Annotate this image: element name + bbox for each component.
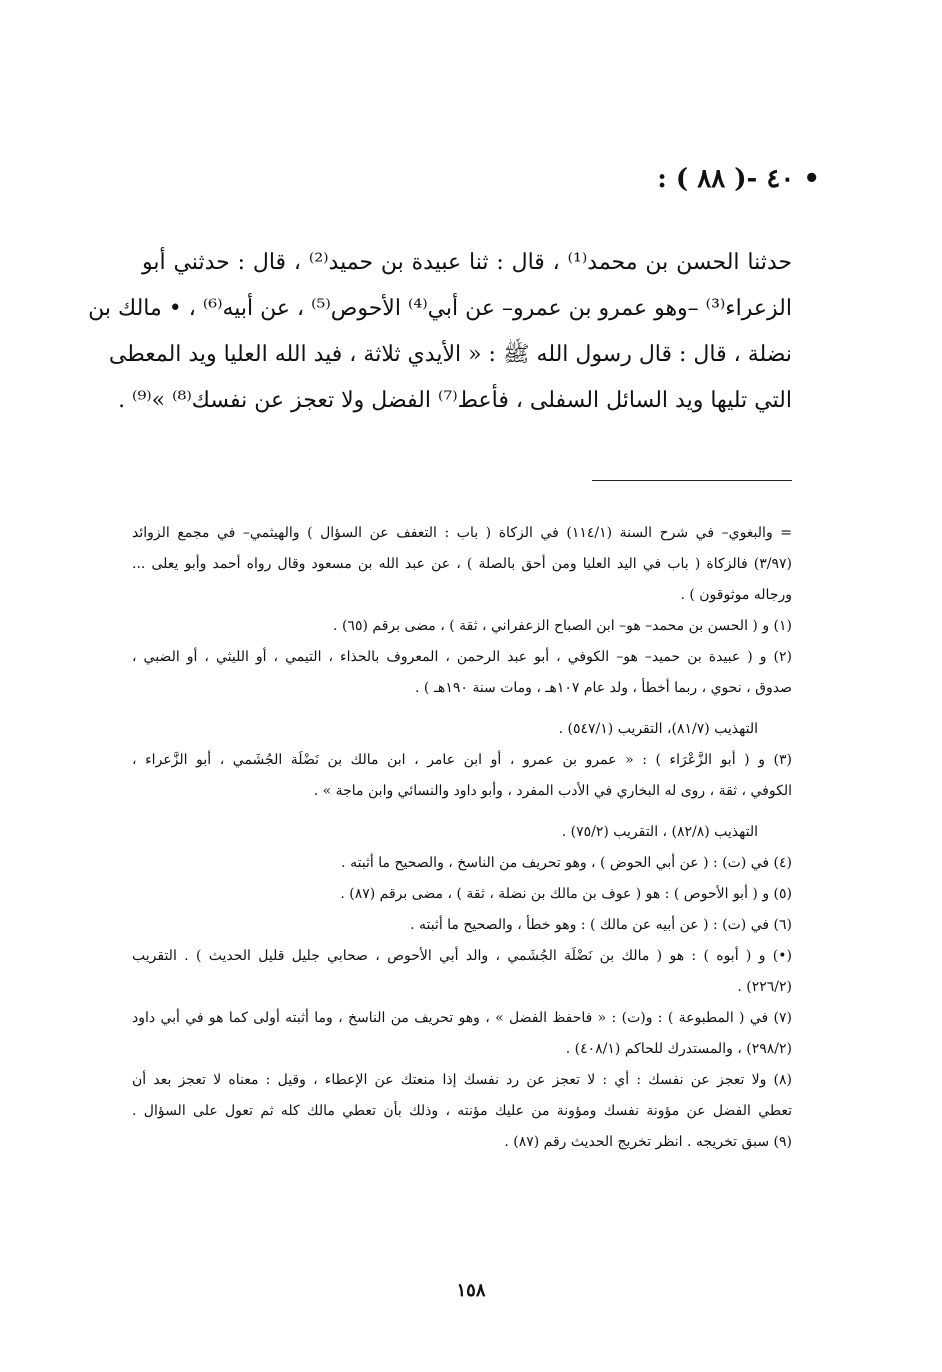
footnote-line: (٤) في (ت) : ( عن أبي الحوض ) ، وهو تحريف من الناسخ ، والصحيح ما أثبته . (341, 855, 792, 871)
footnote-line: تعطي الفضل عن مؤونة نفسك ومؤونة من عليك مؤنته ، وذلك بأن تعطي مالك كله ثم تعول على السؤال . (132, 1103, 792, 1119)
footnote-line: التهذيب (٨٢/٨) ، التقريب (٧٥/٢) . (561, 824, 758, 840)
hadith-line: نضلة ، قال : قال رسول الله ﷺ : « الأيدي ثلاثة ، فيد الله العليا ويد المعطى (108, 342, 792, 367)
footnote-line: (٥) و ( أبو الأحوص ) : هو ( عوف بن مالك بن نضلة ، ثقة ) ، مضى برقم (٨٧) . (340, 886, 792, 902)
footnote-line: (١) و ( الحسن بن محمد– هو– ابن الصباح الزعفراني ، ثقة ) ، مضى برقم (٦٥) . (333, 618, 792, 634)
footnotes-section (132, 518, 792, 1158)
page-number: ١٥٨ (456, 1280, 486, 1301)
footnote-line: (٩) سبق تخريجه . انظر تخريج الحديث رقم (٨٧) . (504, 1134, 792, 1150)
footnote-line: (٢٩٨/٢) ، والمستدرك للحاكم (٤٠٨/١) . (565, 1041, 792, 1057)
footnote-line: (٨) ولا تعجز عن نفسك : أي : لا تعجز عن رد نفسك إذا منعتك عن الإعطاء ، وقيل : معناه لا تعجز بعد أن (132, 1072, 792, 1088)
footnote-line: صدوق ، نحوي ، ربما أخطأ ، ولد عام ١٠٧هـ ، ومات سنة ١٩٠هـ ) . (415, 680, 792, 696)
footnote-line: (•) و ( أبوه ) : هو ( مالك بن نَضْلَة الجُشَمي ، والد أبي الأحوص ، صحابي جليل قليل الحديث ) . التقريب (132, 948, 792, 964)
spacer (132, 704, 792, 714)
footnote-line: (٦) في (ت) : ( عن أبيه عن مالك ) : وهو خطأ ، والصحيح ما أثبته . (410, 917, 792, 933)
hadith-line: حدثنا الحسن بن محمد⁽¹⁾ ، قال : ثنا عبيدة بن حميد⁽²⁾ ، قال : حدثني أبو (142, 250, 793, 275)
spacer (132, 807, 792, 817)
footnote-line: (٣/٩٧) فالزكاة ( باب في اليد العليا ومن أحق بالصلة ) ، عن عبد الله بن مسعود وقال رواه أحمد وأبو يعلى ... (132, 556, 792, 572)
hadith-number-heading: • ٤٠ -( ٨٨ ) : (657, 164, 820, 194)
footnote-divider (592, 480, 792, 481)
hadith-line: الزعراء⁽³⁾ –وهو عمرو بن عمرو– عن أبي⁽⁴⁾ الأحوص⁽⁵⁾ ، عن أبيه⁽⁶⁾ ، • مالك بن (88, 296, 792, 321)
footnote-line: الكوفي ، ثقة ، روى له البخاري في الأدب المفرد ، وأبو داود والنسائي وابن ماجة » . (313, 783, 792, 799)
footnote-line: (٢٢٦/٢) . (737, 979, 792, 995)
footnote-line: = والبغوي– في شرح السنة (١١٤/١) في الزكاة ( باب : التعفف عن السؤال ) والهيثمي– في مجمع الزوائد (132, 525, 792, 541)
footnote-line: التهذيب (٨١/٧)، التقريب (٥٤٧/١) . (558, 721, 758, 737)
footnote-line: ورجاله موثوقون ) . (680, 587, 792, 603)
footnote-line: (٣) و ( أبو الزَّعْرَاء ) : « عمرو بن عمرو ، أو ابن عامر ، ابن مالك بن نَضْلَة الجُشَمي ، أبو الزَّعراء ، (132, 752, 792, 768)
hadith-line: التي تليها ويد السائل السفلى ، فأعط⁽⁷⁾ الفضل ولا تعجز عن نفسك⁽⁸⁾ »⁽⁹⁾ . (118, 388, 792, 413)
footnote-line: (٧) في ( المطبوعة ) : و(ت) : « فاحفظ الفضل » ، وهو تحريف من الناسخ ، وما أثبته أولى كما هو في أبي داود (132, 1010, 792, 1026)
hadith-text (88, 240, 793, 424)
footnote-line: (٢) و ( عبيدة بن حميد– هو– الكوفي ، أبو عبد الرحمن ، المعروف بالحذاء ، التيمي ، أو الليثي ، أو الضبي ، (132, 649, 792, 665)
